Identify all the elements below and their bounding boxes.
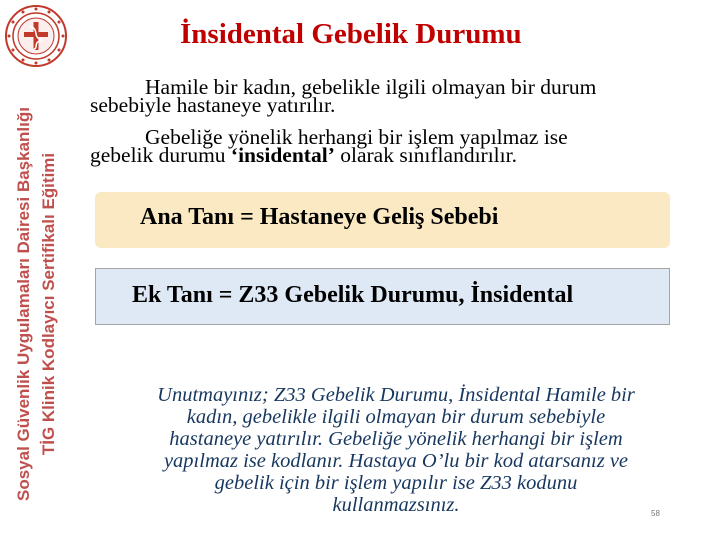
insidental-term: ‘insidental’ bbox=[230, 143, 335, 167]
secondary-diagnosis-box bbox=[95, 268, 670, 325]
reminder-line: kadın, gebelikle ilgili olmayan bir durum sebebiyle bbox=[186, 406, 606, 428]
paragraph-admission-line2: sebebiyle hastaneye yatırılır. bbox=[90, 93, 336, 117]
sidebar-line-training: TİG Klinik Kodlayıcı Sertifikalı Eğitimi bbox=[39, 152, 58, 456]
paragraph-classification-tail: olarak sınıflandırılır. bbox=[334, 143, 517, 167]
sidebar bbox=[0, 0, 78, 540]
sidebar-line-department: Sosyal Güvenlik Uygulamaları Dairesi Başkanlığı bbox=[14, 107, 33, 502]
paragraph-classification-line2 bbox=[90, 143, 700, 167]
paragraph-classification-line1: Gebeliğe yönelik herhangi bir işlem yapılmaz ise bbox=[145, 125, 568, 149]
ministry-logo-icon bbox=[4, 4, 68, 68]
paragraph-classification-text: gebelik durumu bbox=[90, 143, 231, 167]
primary-diagnosis-text: Ana Tanı = Hastaneye Geliş Sebebi bbox=[140, 204, 499, 230]
sidebar-caption bbox=[11, 69, 71, 539]
page-number: 58 bbox=[651, 509, 660, 518]
paragraph-admission-line1: Hamile bir kadın, gebelikle ilgili olmayan bir durum bbox=[145, 75, 597, 99]
reminder-line: gebelik için bir işlem yapılır ise Z33 kodunu bbox=[214, 472, 578, 494]
paragraph-admission bbox=[90, 75, 700, 117]
paragraph-classification bbox=[90, 125, 700, 167]
slide-title: İnsidental Gebelik Durumu bbox=[180, 18, 522, 50]
secondary-diagnosis-text: Ek Tanı = Z33 Gebelik Durumu, İnsidental bbox=[132, 282, 574, 308]
reminder-line: Unutmayınız; Z33 Gebelik Durumu, İnsidental Hamile bir bbox=[157, 384, 635, 406]
reminder-line: kullanmazsınız. bbox=[332, 494, 460, 516]
reminder-line: hastaneye yatırılır. Gebeliğe yönelik herhangi bir işlem bbox=[169, 428, 623, 450]
reminder-note bbox=[92, 384, 700, 516]
reminder-line: yapılmaz ise kodlanır. Hastaya O’lu bir kod atarsanız ve bbox=[163, 450, 629, 472]
primary-diagnosis-box bbox=[95, 192, 670, 248]
